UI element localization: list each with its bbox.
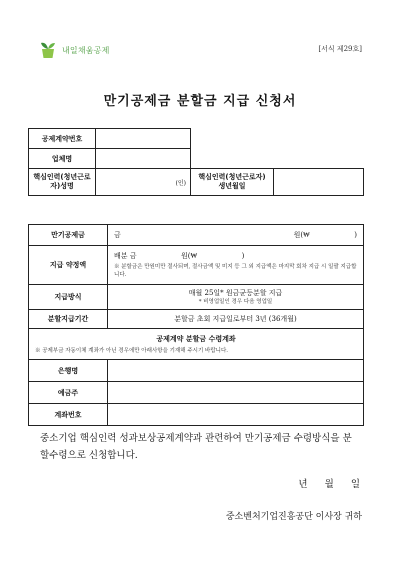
contract-no-label: 공제계약번호 — [29, 129, 96, 149]
worker-birth-label: 핵심인력(청년근로자) 생년월일 — [191, 169, 274, 196]
form-number: [서식 제29호] — [318, 45, 362, 53]
logo-text: 내일채움공제 — [62, 45, 110, 55]
account-no-field[interactable] — [108, 404, 364, 426]
worker-name-label: 핵심인력(청년근로자)성명 — [29, 169, 96, 196]
holder-field[interactable] — [108, 382, 364, 404]
account-note: ※ 공제부금 자동이체 계좌가 아닌 경우에만 아래사항을 기재해 주시기 바랍니다. — [35, 347, 229, 354]
bank-field[interactable] — [108, 360, 364, 382]
account-no-label: 계좌번호 — [29, 404, 108, 426]
blank-cell — [191, 149, 364, 169]
account-section-header — [29, 329, 364, 360]
worker-birth-field[interactable] — [274, 169, 364, 196]
maturity-amount-prefix: 금 — [114, 231, 121, 239]
payment-table — [28, 224, 364, 426]
seal-mark: (인) — [175, 179, 186, 187]
worker-name-field[interactable] — [96, 169, 191, 196]
period-label: 분할지급기간 — [29, 310, 108, 329]
account-section-title: 공제계약 분할금 수령계좌 — [156, 334, 236, 343]
blank-cell — [191, 129, 364, 149]
request-amount-note: ※ 분할금은 만원미만 절사되며, 절사금액 및 미지 등 그 외 지급액은 마지막 회차 지급 시 일괄 지급합니다. — [114, 264, 357, 278]
request-amount-line: 배분 금 원(₩ ) — [114, 252, 245, 260]
contract-info-table — [28, 128, 364, 196]
method-value — [108, 285, 364, 310]
company-label: 업체명 — [29, 149, 96, 169]
method-line2: * 비영업일인 경우 다음 영업일 — [198, 299, 273, 305]
bank-label: 은행명 — [29, 360, 108, 382]
maturity-amount-field[interactable] — [108, 225, 364, 246]
request-amount-label: 지급 약정액 — [29, 246, 108, 285]
request-amount-field[interactable] — [108, 246, 364, 285]
method-line1: 매월 25일* 원금균등분할 지급 — [188, 289, 283, 297]
maturity-label: 만기공제금 — [29, 225, 108, 246]
holder-label: 예금주 — [29, 382, 108, 404]
contract-no-field[interactable] — [96, 129, 191, 149]
maturity-amount-suffix: 원(₩ ) — [293, 231, 357, 239]
company-field[interactable] — [96, 149, 191, 169]
date-line: 년 월 일 — [298, 479, 360, 490]
page-title: 만기공제금 분할금 지급 신청서 — [103, 94, 297, 109]
recipient: 중소벤처기업진흥공단 이사장 귀하 — [225, 512, 362, 522]
method-label: 지급방식 — [29, 285, 108, 310]
period-value: 분할금 초회 지급일로부터 3년 (36개월) — [108, 310, 364, 329]
leaf-cup-icon — [38, 40, 58, 60]
declaration-text: 중소기업 핵심인력 성과보상공제계약과 관련하여 만기공제금 수령방식을 분할수령으로 신청합니다. — [40, 433, 352, 461]
logo — [38, 40, 110, 60]
